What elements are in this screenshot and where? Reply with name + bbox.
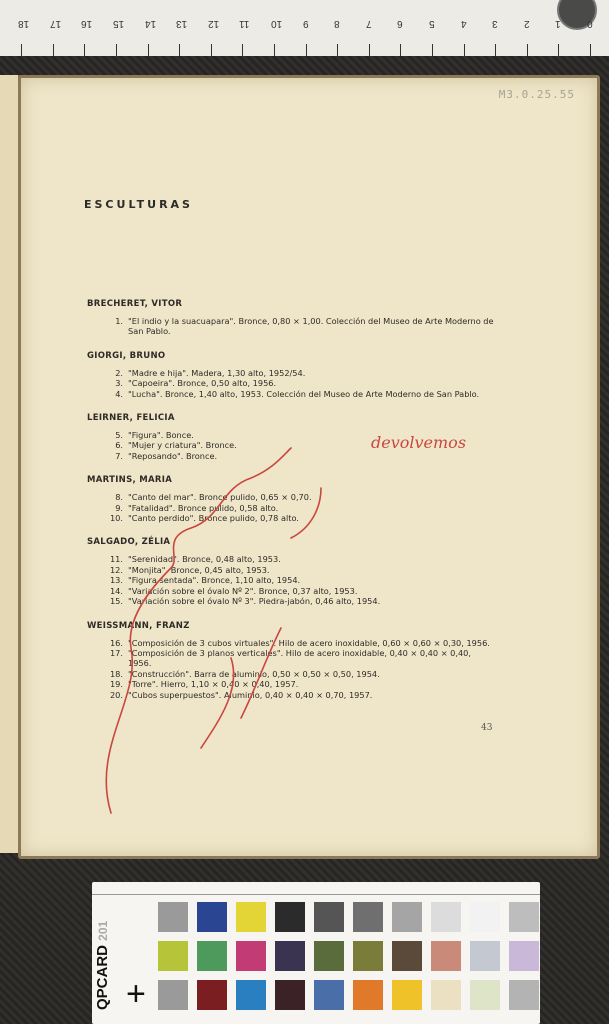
- artwork-number: 8.: [115, 492, 123, 503]
- artwork-number: 3.: [115, 378, 123, 389]
- color-swatch: [158, 980, 188, 1010]
- artwork-number: 19.: [109, 679, 123, 690]
- ruler-tick: [558, 44, 559, 56]
- artwork-description: "Variación sobre el óvalo Nº 3". Piedra-jabón, 0,46 alto, 1954.: [128, 596, 381, 607]
- color-swatch: [509, 941, 539, 971]
- color-swatch: [236, 941, 266, 971]
- ruler-tick: [211, 44, 212, 56]
- ruler-tick: [495, 44, 496, 56]
- color-swatch: [158, 902, 188, 932]
- color-swatch: [431, 980, 461, 1010]
- artwork-number: 2.: [115, 367, 123, 378]
- color-swatch: [314, 902, 344, 932]
- artwork-description: "Torre". Hierro, 1,10 × 0,40 × 0,40, 1957.: [128, 679, 299, 690]
- artwork-number: 5.: [115, 430, 123, 441]
- artwork-entry: [87, 669, 497, 679]
- ruler-number: 3: [492, 18, 498, 29]
- artwork-description: "Variación sobre el óvalo Nº 2". Bronce, 0,37 alto, 1953.: [128, 585, 358, 596]
- artwork-number: 12.: [109, 564, 123, 575]
- ruler-number: 1: [555, 18, 561, 29]
- ruler-number: 0: [587, 18, 593, 29]
- ruler-number: 8: [334, 18, 340, 29]
- color-swatch: [392, 980, 422, 1010]
- artwork-entry: [87, 440, 497, 450]
- ruler-number: 18: [18, 18, 30, 29]
- color-swatch: [353, 941, 383, 971]
- artwork-number: 18.: [109, 668, 123, 679]
- color-swatch: [275, 980, 305, 1010]
- ruler-number: 6: [397, 18, 403, 29]
- ruler-tick: [84, 44, 85, 56]
- artwork-entry: [87, 648, 497, 669]
- ruler-number: 2: [523, 18, 530, 29]
- ruler-number: 17: [49, 18, 61, 29]
- ruler-number: 9: [302, 18, 309, 29]
- color-swatch: [509, 980, 539, 1010]
- ruler-number: 13: [176, 18, 188, 29]
- artwork-entry: [87, 378, 497, 388]
- artwork-description: "Reposando". Bronce.: [128, 450, 218, 461]
- color-calibration-card: [92, 882, 540, 1024]
- artwork-entry: [87, 690, 497, 700]
- artwork-description: "Fatalidad". Bronce pulido, 0,58 alto.: [128, 502, 279, 513]
- ruler-number: 4: [460, 18, 467, 29]
- artwork-entry: [87, 368, 497, 378]
- artwork-description: "Composición de 3 planos verticales". Hilo de acero inoxidable, 0,40 × 0,40 × 0,40, 1956.: [128, 647, 471, 669]
- artwork-description: "Mujer y criatura". Bronce.: [128, 440, 237, 451]
- color-swatch: [236, 980, 266, 1010]
- artwork-number: 9.: [115, 502, 123, 513]
- ruler-tick: [21, 44, 22, 56]
- artwork-number: 10.: [109, 513, 123, 524]
- page-title: ESCULTURAS: [84, 198, 193, 211]
- artist-name: BRECHERET, VITOR: [87, 299, 183, 309]
- ruler-tick: [274, 44, 275, 56]
- color-swatch: [470, 980, 500, 1010]
- artwork-description: "El indio y la suacuapara". Bronce, 0,80 × 1,00. Colección del Museo de Arte Moderno de San Pablo.: [128, 316, 494, 337]
- artwork-entry: [87, 554, 497, 564]
- artwork-entry: [87, 679, 497, 689]
- measurement-ruler: [0, 0, 609, 58]
- artwork-number: 6.: [115, 440, 123, 451]
- artwork-entry: [87, 451, 497, 461]
- artist-name: SALGADO, ZÉLIA: [87, 537, 171, 548]
- artwork-description: "Construcción". Barra de aluminio, 0,50 × 0,50 × 0,50, 1954.: [128, 668, 380, 679]
- color-swatch: [431, 941, 461, 971]
- color-swatch: [470, 902, 500, 932]
- artwork-number: 13.: [109, 575, 123, 586]
- artwork-description: "Composición de 3 cubos virtuales". Hilo de acero inoxidable, 0,60 × 0,60 × 0,30, 1956.: [128, 637, 490, 648]
- ruler-tick: [527, 44, 528, 56]
- artist-name: WEISSMANN, FRANZ: [87, 620, 190, 631]
- color-swatch: [197, 941, 227, 971]
- color-swatch: [431, 902, 461, 932]
- ruler-tick: [116, 44, 117, 56]
- card-year: 201: [96, 920, 110, 941]
- crosshair-icon: +: [126, 975, 146, 1013]
- artwork-entry: [87, 503, 497, 513]
- artwork-entry: [87, 596, 497, 606]
- artwork-entry: [87, 575, 497, 585]
- card-scale: [92, 882, 540, 895]
- color-swatch: [197, 980, 227, 1010]
- artwork-entry: [87, 638, 497, 648]
- artwork-entry: [87, 586, 497, 596]
- color-swatch: [353, 902, 383, 932]
- artist-name: GIORGI, BRUNO: [87, 350, 166, 361]
- ruler-tick: [148, 44, 149, 56]
- catalog-list: [87, 299, 497, 700]
- artwork-entry: [87, 389, 497, 399]
- color-swatch: [158, 941, 188, 971]
- ruler-tick: [369, 44, 370, 56]
- artwork-description: "Monjita". Bronce, 0,45 alto, 1953.: [128, 564, 270, 575]
- color-swatch: [275, 941, 305, 971]
- artwork-entry: [87, 492, 497, 502]
- color-swatch: [197, 902, 227, 932]
- artwork-number: 1.: [115, 316, 123, 326]
- ruler-number: 7: [365, 18, 372, 29]
- color-swatch: [314, 941, 344, 971]
- ruler-number: 10: [271, 18, 283, 29]
- artwork-description: "Capoeira". Bronce, 0,50 alto, 1956.: [128, 378, 277, 389]
- ruler-number: 11: [239, 18, 250, 29]
- color-swatch: [392, 941, 422, 971]
- ruler-tick: [306, 44, 307, 56]
- artist-name: LEIRNER, FELICIA: [87, 413, 175, 424]
- artwork-entry: [87, 316, 497, 337]
- ruler-number: 15: [113, 18, 125, 29]
- artwork-description: "Figura". Bonce.: [128, 430, 194, 441]
- artwork-description: "Cubos superpuestos". Aluminio, 0,40 × 0,40 × 0,70, 1957.: [128, 689, 373, 700]
- color-swatch: [275, 902, 305, 932]
- artwork-entry: [87, 513, 497, 523]
- artwork-description: "Canto perdido". Bronce pulido, 0,78 alto.: [128, 513, 299, 524]
- card-brand-name: QPCARD: [94, 944, 111, 1010]
- artwork-description: "Madre e hija". Madera, 1,30 alto, 1952/54.: [128, 367, 306, 378]
- ruler-number: 5: [429, 18, 435, 29]
- color-swatch: [509, 902, 539, 932]
- color-swatch: [470, 941, 500, 971]
- ruler-tick: [179, 44, 180, 56]
- artwork-number: 7.: [115, 450, 123, 461]
- annotation-word: devolvemos: [371, 433, 467, 452]
- ruler-number: 12: [207, 18, 219, 29]
- color-swatch: [392, 902, 422, 932]
- artwork-number: 4.: [115, 388, 123, 399]
- artwork-description: "Canto del mar". Bronce pulido, 0,65 × 0,70.: [128, 492, 312, 503]
- archive-stamp: M3.0.25.55: [498, 88, 575, 101]
- ruler-tick: [337, 44, 338, 56]
- artwork-description: "Lucha". Bronce, 1,40 alto, 1953. Colección del Museo de Arte Moderno de San Pablo.: [128, 388, 480, 399]
- ruler-tick: [242, 44, 243, 56]
- page-number: 43: [481, 723, 493, 733]
- ruler-tick: [464, 44, 465, 56]
- artwork-number: 20.: [109, 689, 123, 700]
- artwork-number: 16.: [109, 637, 123, 648]
- previous-page-edge: [0, 75, 20, 853]
- artwork-entry: [87, 430, 497, 440]
- color-swatch: [314, 980, 344, 1010]
- artwork-number: 17.: [109, 647, 123, 658]
- ruler-tick: [432, 44, 433, 56]
- ruler-tick: [400, 44, 401, 56]
- swatch-grid: [158, 902, 539, 1010]
- ruler-tick: [53, 44, 54, 56]
- artwork-number: 15.: [109, 596, 123, 607]
- artwork-number: 11.: [109, 554, 123, 565]
- artwork-number: 14.: [109, 585, 123, 596]
- artist-name: MARTINS, MARIA: [87, 475, 173, 486]
- artwork-description: "Serenidad". Bronce, 0,48 alto, 1953.: [128, 554, 281, 565]
- ruler-tick: [590, 44, 591, 56]
- artwork-description: "Figura sentada". Bronce, 1,10 alto, 1954.: [128, 575, 301, 586]
- book-page: [18, 75, 600, 859]
- color-swatch: [236, 902, 266, 932]
- artwork-entry: [87, 565, 497, 575]
- ruler-number: 14: [144, 18, 156, 29]
- color-swatch: [353, 980, 383, 1010]
- ruler-number: 16: [81, 18, 93, 29]
